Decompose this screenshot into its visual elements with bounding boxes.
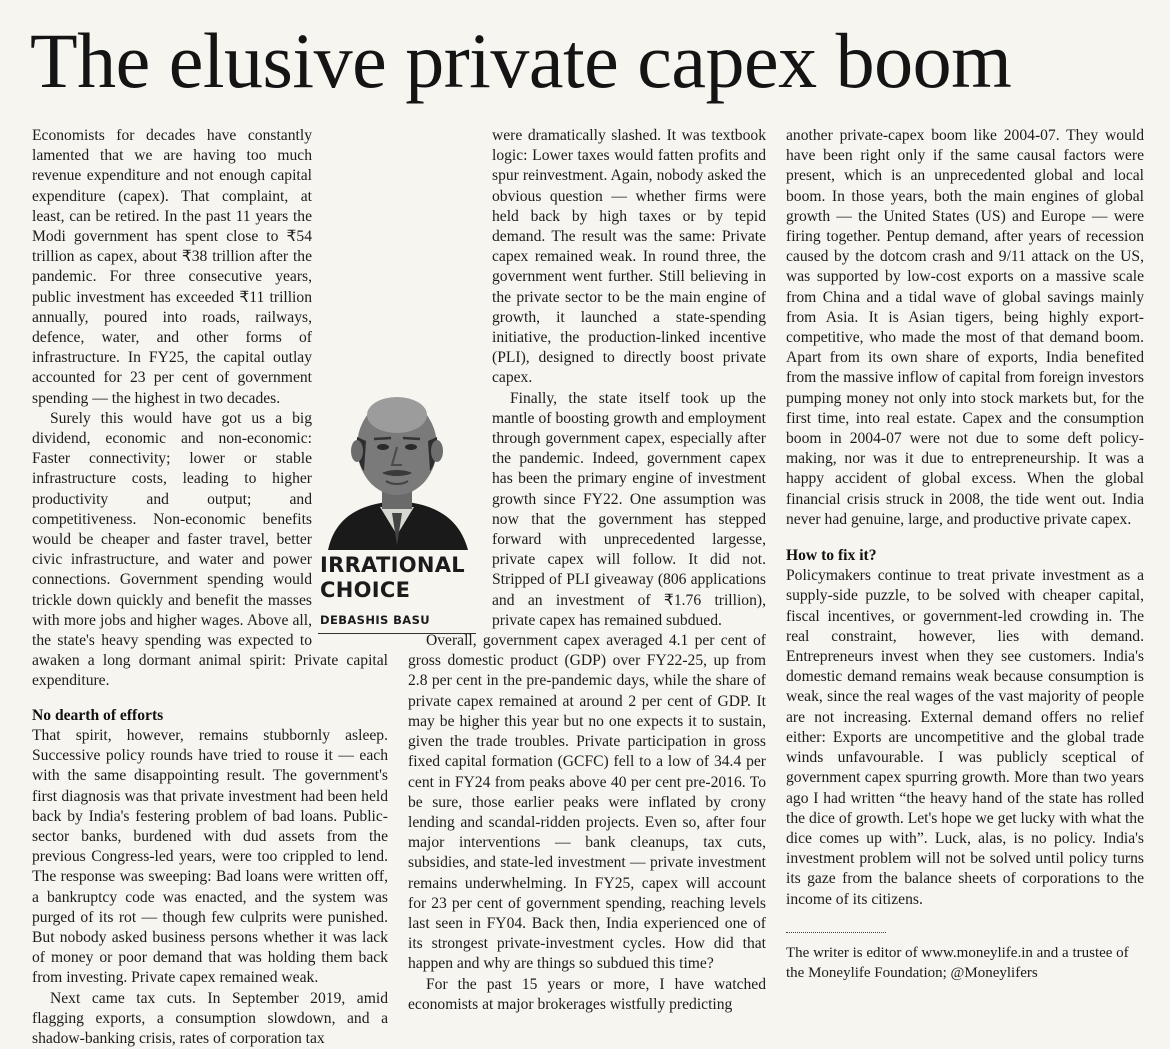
divider bbox=[786, 932, 886, 933]
headline: The elusive private capex boom bbox=[30, 17, 1012, 104]
paragraph: Policymakers continue to treat private investment as a supply-side puzzle, to be solved with cheaper capital, fiscal incentives, or government-led crowding in. The real constraint, however, lies with demand. Entrepreneurs invest when they see customers. India's domestic demand remains weak because consumption is weak, since the real wages of the vast majority of people are not increasing. External demand offers no relief either: Exports are uncompetitive and the global trade winds unfavourable. I was publicly sceptical of government capex spurring growth. More than two years ago I had written “the heavy hand of the state has rolled the dice of growth. Let's hope we get lucky with what the dice comes up with”. Luck, alas, is no policy. India's investment problem will not be solved until policy turns its gaze from the balance sheets of corporations to the income of its citizens. bbox=[786, 567, 1144, 908]
paragraph: were dramatically slashed. It was textbook logic: Lower taxes would fatten profits and spur reinvestment. Again, nobody asked the obvious question — whether firms were held back by high taxes or by tepid demand. The result was the same: Private capex remained weak. In round three, the government went further. Still believing in the private sector to be the main engine of growth, it launched a state-spending initiative, the production-linked incentive (PLI), designed to directly boost private capex. bbox=[492, 127, 766, 387]
section-heading: No dearth of efforts bbox=[32, 706, 164, 724]
paragraph: For the past 15 years or more, I have watched economists at major brokerages wistfully predicting bbox=[408, 975, 766, 1013]
article-column-3 bbox=[786, 126, 1144, 981]
column-label bbox=[320, 553, 465, 603]
section-heading: How to fix it? bbox=[786, 547, 877, 565]
author-note: The writer is editor of www.moneylife.in and a trustee of the Moneylife Foundation; @Moneylifers bbox=[786, 944, 1129, 981]
paragraph: Finally, the state itself took up the mantle of boosting growth and employment through government capex, especially after the pandemic. Indeed, government capex has been the primary engine of investment growth since FY22. One assumption was now that the government has stepped forward with unprecedented largesse, private capex will follow. It did not. Stripped of PLI giveaway (806 applications and an investment of ₹1.76 trillion), private capex has remained subdued. bbox=[492, 389, 766, 629]
paragraph: Surely this would have got us a big dividend, economic and non-economic: Faster connectivity; lower or stable infrastructure costs, leading to higher productivity and output; and competitiveness. Non-economic benefits would be cheaper and faster travel, better civic infrastructure, and water and power connections. Government spending would trickle down quickly and benefit the masses with more jobs and higher wages. Above all, the state's heavy spending was expected to awaken a long dormant animal spirit: Private capital expenditure. bbox=[32, 409, 388, 690]
paragraph: Overall, government capex averaged 4.1 per cent of gross domestic product (GDP) over FY22-25, up from 2.8 per cent in the pre-pandemic days, while the share of private capex remained at around 2 per cent of GDP. It may be higher this year but no one expects it to sustain, given the trade troubles. Private participation in gross fixed capital formation (GCFC) fell to a low of 34.4 per cent in FY24 from peaks above 40 per cent pre-2016. To be sure, those earlier peaks were inflated by crony lending and scandal-ridden projects. Even so, after four major interventions — bank cleanups, tax cuts, subsidies, and state-led investment — private investment remains underwhelming. In FY25, capex will account for 23 per cent of government spending, reaching levels last seen in FY04. Back then, India experienced one of its strongest private-investment cycles. How did that happen and why are things so subdued this time? bbox=[408, 632, 766, 973]
column-label-line: IRRATIONAL bbox=[320, 553, 465, 577]
paragraph: Next came tax cuts. In September 2019, amid flagging exports, a consumption slowdown, and a shadow-banking crisis, rates of corporation tax bbox=[32, 989, 388, 1047]
author-name: DEBASHIS BASU bbox=[320, 613, 431, 627]
author-portrait-icon bbox=[318, 385, 476, 550]
divider bbox=[318, 633, 476, 634]
paragraph: Economists for decades have constantly lamented that we are having too much revenue expenditure and not enough capital expenditure (capex). That complaint, at least, can be retired. In the past 11 years the Modi government has spent close to ₹54 trillion as capex, about ₹38 trillion after the pandemic. For three consecutive years, public investment has exceeded ₹11 trillion annually, poured into roads, railways, defence, water, and other forms of infrastructure. In FY25, the capital outlay accounted for 23 per cent of government spending — the highest in two decades. bbox=[32, 127, 312, 407]
column-byline bbox=[318, 385, 476, 635]
column-label-line: CHOICE bbox=[320, 578, 411, 602]
paragraph: That spirit, however, remains stubbornly asleep. Successive policy rounds have tried to rouse it — each with the same disappointing result. The government's first diagnosis was that private investment had been held back by India's festering problem of bad loans. Public-sector banks, burdened with dud assets from the previous Congress-led years, were too crippled to lend. The response was sweeping: Bad loans were written off, a bankruptcy code was enacted, and the system was purged of its rot — though few culprits were punished. But nobody asked business persons whether it was lack of money or poor demand that was holding them back from investing. Private capex remained weak. bbox=[32, 726, 388, 987]
paragraph: another private-capex boom like 2004-07. They would have been right only if the same causal factors were present, which is an unprecedented global and local boom. In those years, both the main engines of global growth — the United States (US) and Europe — were firing together. Pentup demand, after years of recession caused by the dotcom crash and 9/11 attack on the US, was supported by low-cost exports on a massive scale from China and a tidal wave of global savings mainly from Asia. It is Asian tigers, being highly export-competitive, who made the most of that demand boom. Apart from its own share of exports, India benefited from the massive inflow of capital from foreign investors pumping money not only into stock markets but, for the first time, into real estate. Capex and the consumption boom in 2004-07 were not due to some deft policy-making, nor was it due to entrepreneurship. It was a happy accident of global excess. When the global financial crisis struck in 2008, the tide went out. India never had genuine, large, and productive private capex. bbox=[786, 127, 1144, 528]
